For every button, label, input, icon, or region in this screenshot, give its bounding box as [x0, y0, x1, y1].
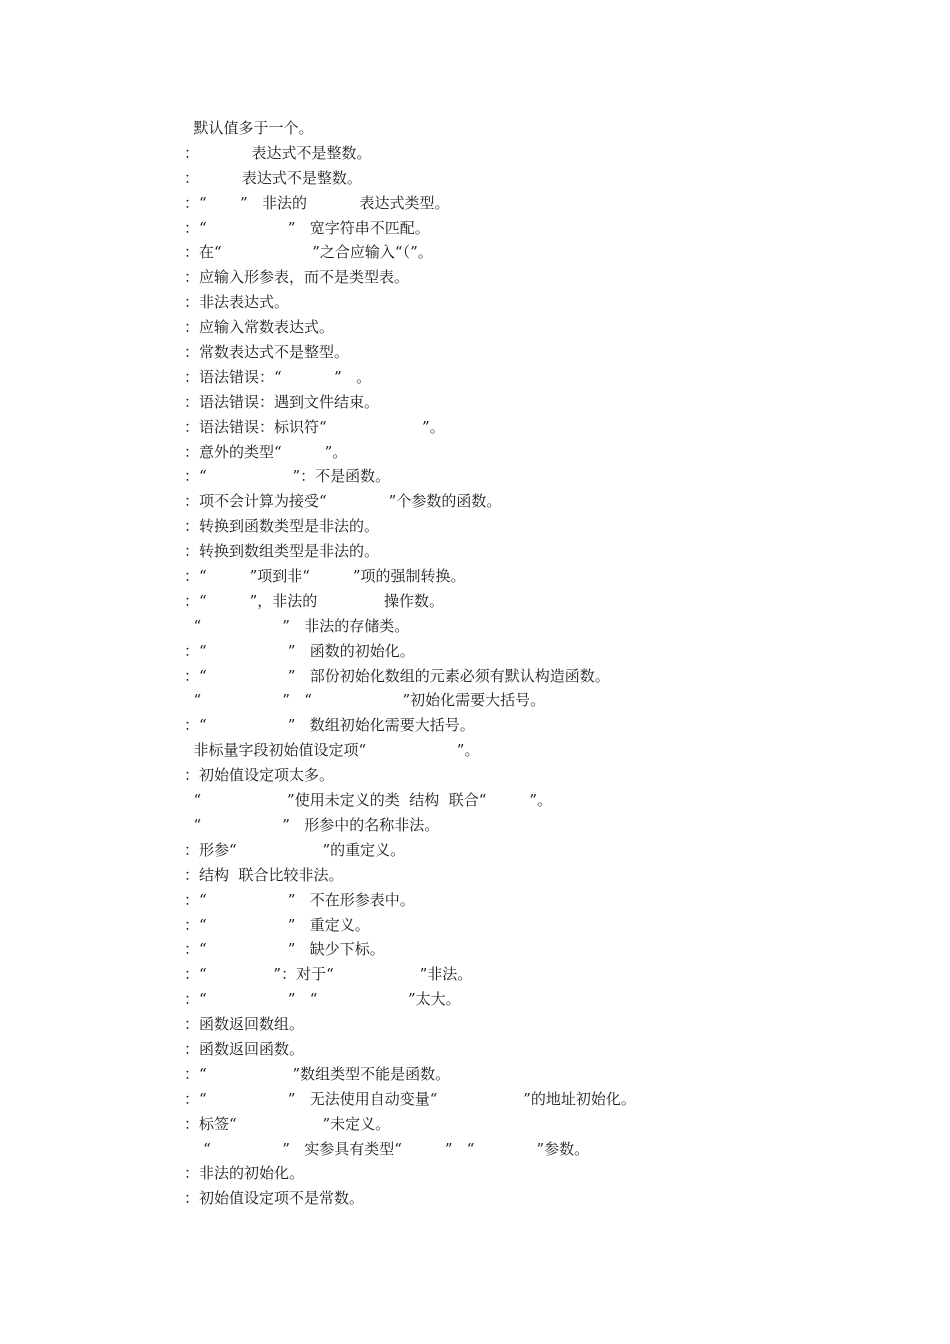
text-line: ：常数表达式不是整型。 [184, 343, 350, 362]
text-line: ：函数返回数组。 [184, 1015, 305, 1034]
text-line: “ ” 形参中的名称非法。 [184, 815, 440, 834]
text-line: ：初始值设定项不是常数。 [184, 1189, 365, 1208]
text-line: ：“ ” 非法的 表达式类型。 [184, 193, 450, 212]
text-line: ：“ ” 部份初始化数组的元素必须有默认构造函数。 [184, 666, 610, 685]
text-line: ：“ ”项到非“ ”项的强制转换。 [184, 567, 466, 586]
text-line: ：“ ” 缺少下标。 [184, 940, 385, 959]
text-line: ：“ ” 不在形参表中。 [184, 890, 415, 909]
text-line: ：初始值设定项太多。 [184, 766, 335, 785]
text-line: ：在“ ”之合应输入“（”。 [184, 243, 433, 262]
text-line: ：标签“ ”未定义。 [184, 1114, 391, 1133]
text-line: ：“ ” 函数的初始化。 [184, 641, 415, 660]
text-line: “ ” 非法的存储类。 [184, 616, 410, 635]
text-line: ：语法错误：遇到文件结束。 [184, 392, 380, 411]
text-line: ：“ ”：对于“ ”非法。 [184, 965, 473, 984]
text-line: ：函数返回函数。 [184, 1039, 305, 1058]
text-line: ：应输入常数表达式。 [184, 318, 335, 337]
text-line: “ ” 实参具有类型“ ” “ ”参数。 [184, 1139, 590, 1158]
text-line: ：“ ” 重定义。 [184, 915, 370, 934]
text-line: “ ” “ ”初始化需要大括号。 [184, 691, 546, 710]
text-line: ：项不会计算为接受“ ”个参数的函数。 [184, 492, 502, 511]
text-line: ：“ ” 无法使用自动变量“ ”的地址初始化。 [184, 1089, 636, 1108]
text-line: ：转换到数组类型是非法的。 [184, 542, 380, 561]
text-line: ：语法错误：标识符“ ”。 [184, 417, 445, 436]
text-line: ：非法表达式。 [184, 293, 290, 312]
text-line: ：形参“ ”的重定义。 [184, 840, 406, 859]
text-line: ：意外的类型“ ”。 [184, 442, 348, 461]
text-line: 默认值多于一个。 [184, 119, 314, 137]
text-line: ：“ ” 宽字符串不匹配。 [184, 218, 430, 237]
text-line: ：结构 联合比较非法。 [184, 865, 344, 884]
text-line: 非标量字段初始值设定项“ ”。 [184, 741, 480, 760]
text-line: ：“ ” “ ”太大。 [184, 990, 461, 1009]
text-line: ：非法的初始化。 [184, 1164, 305, 1183]
text-line: ：“ ” 数组初始化需要大括号。 [184, 716, 475, 735]
text-line: “ ”使用未定义的类 结构 联合“ ”。 [184, 791, 553, 810]
text-line: ：“ ”数组类型不能是函数。 [184, 1064, 451, 1083]
text-line: ：“ ”，非法的 操作数。 [184, 591, 445, 610]
text-line: ： 表达式不是整数。 [184, 168, 362, 187]
text-line: ：应输入形参表，而不是类型表。 [184, 268, 410, 287]
text-line: ： 表达式不是整数。 [184, 143, 372, 162]
text-line: ：转换到函数类型是非法的。 [184, 517, 380, 536]
error-message-list [184, 116, 636, 1211]
text-line: ：“ ”：不是函数。 [184, 467, 391, 486]
text-line: ：语法错误：“ ” 。 [184, 367, 372, 386]
